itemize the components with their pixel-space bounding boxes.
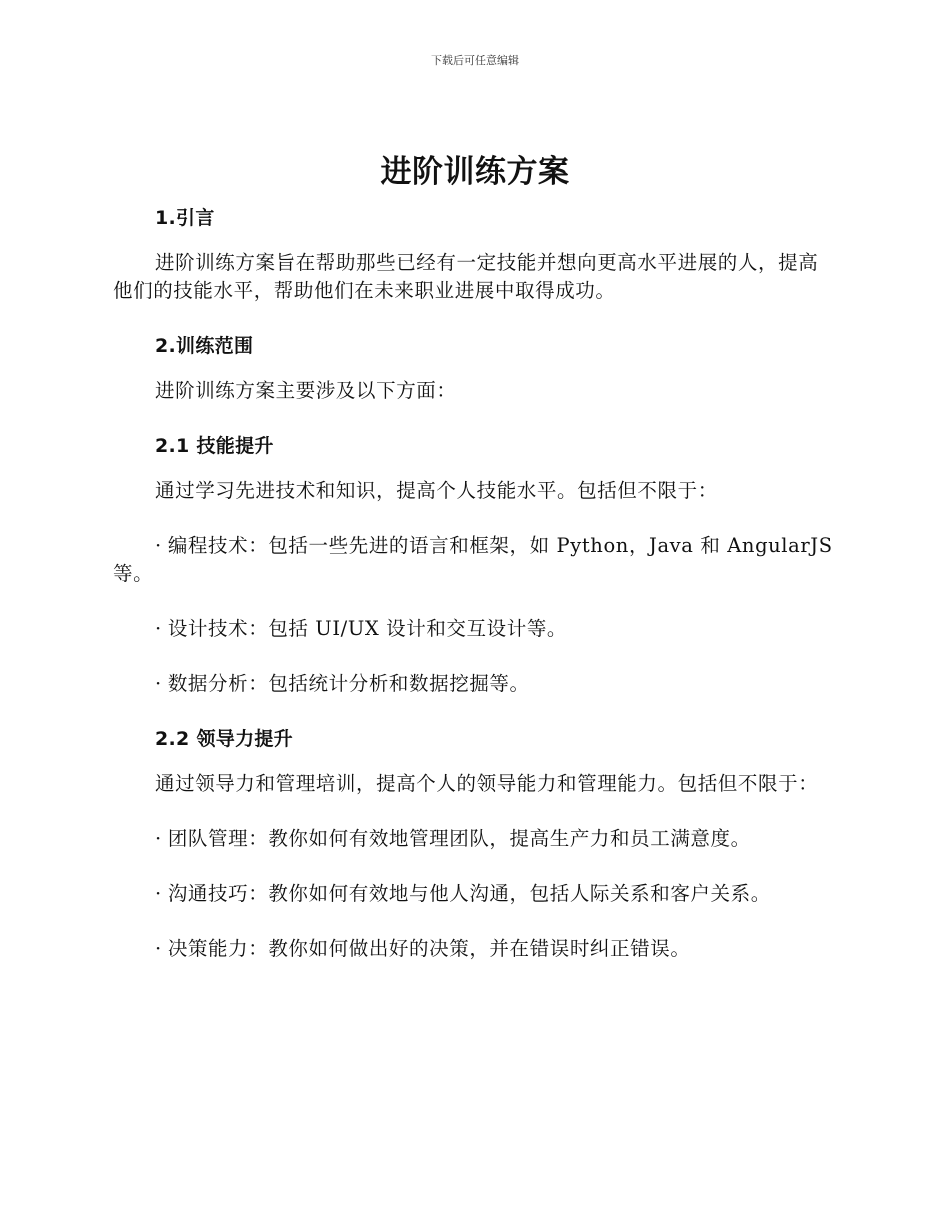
bullet-dot: · [155,882,162,905]
bullet-text: 设计技术：包括 UI/UX 设计和交互设计等。 [167,617,568,640]
bullet-text: 沟通技巧：教你如何有效地与他人沟通，包括人际关系和客户关系。 [167,882,771,905]
skills-paragraph: 通过学习先进技术和知识，提高个人技能水平。包括但不限于： [155,479,718,502]
bullet-text: 团队管理：教你如何有效地管理团队，提高生产力和员工满意度。 [167,827,751,850]
bullet-dot: · [155,617,162,640]
bullet-dot: · [155,827,162,850]
bullet-text: 决策能力：教你如何做出好的决策，并在错误时纠正错误。 [167,937,691,960]
section-heading-skills: 2.1 技能提升 [155,435,274,457]
section-heading-intro: 1.引言 [155,207,215,229]
document-title: 进阶训练方案 [380,154,570,190]
bullet-item-data-analysis [113,670,835,698]
header-note: 下载后可任意编辑 [431,54,519,67]
bullet-text: 数据分析：包括统计分析和数据挖掘等。 [167,672,530,695]
bullet-item-communication [113,880,835,908]
document-body [113,196,835,990]
bullet-item-programming [113,532,835,588]
bullet-item-design [113,615,835,643]
leadership-paragraph: 通过领导力和管理培训，提高个人的领导能力和管理能力。包括但不限于： [155,772,819,795]
scope-paragraph: 进阶训练方案主要涉及以下方面： [155,379,457,402]
intro-paragraph: 进阶训练方案旨在帮助那些已经有一定技能并想向更高水平进展的人，提高他们的技能水平，帮助他们在未来职业进展中取得成功。 [113,251,819,302]
bullet-dot: · [155,534,162,557]
bullet-item-team-management [113,825,835,853]
bullet-dot: · [155,672,162,695]
section-heading-leadership: 2.2 领导力提升 [155,728,293,750]
bullet-item-decision-making [113,935,835,963]
bullet-dot: · [155,937,162,960]
bullet-text: 编程技术：包括一些先进的语言和框架，如 Python，Java 和 AngularJS 等。 [113,534,833,585]
section-heading-scope: 2.训练范围 [155,335,254,357]
